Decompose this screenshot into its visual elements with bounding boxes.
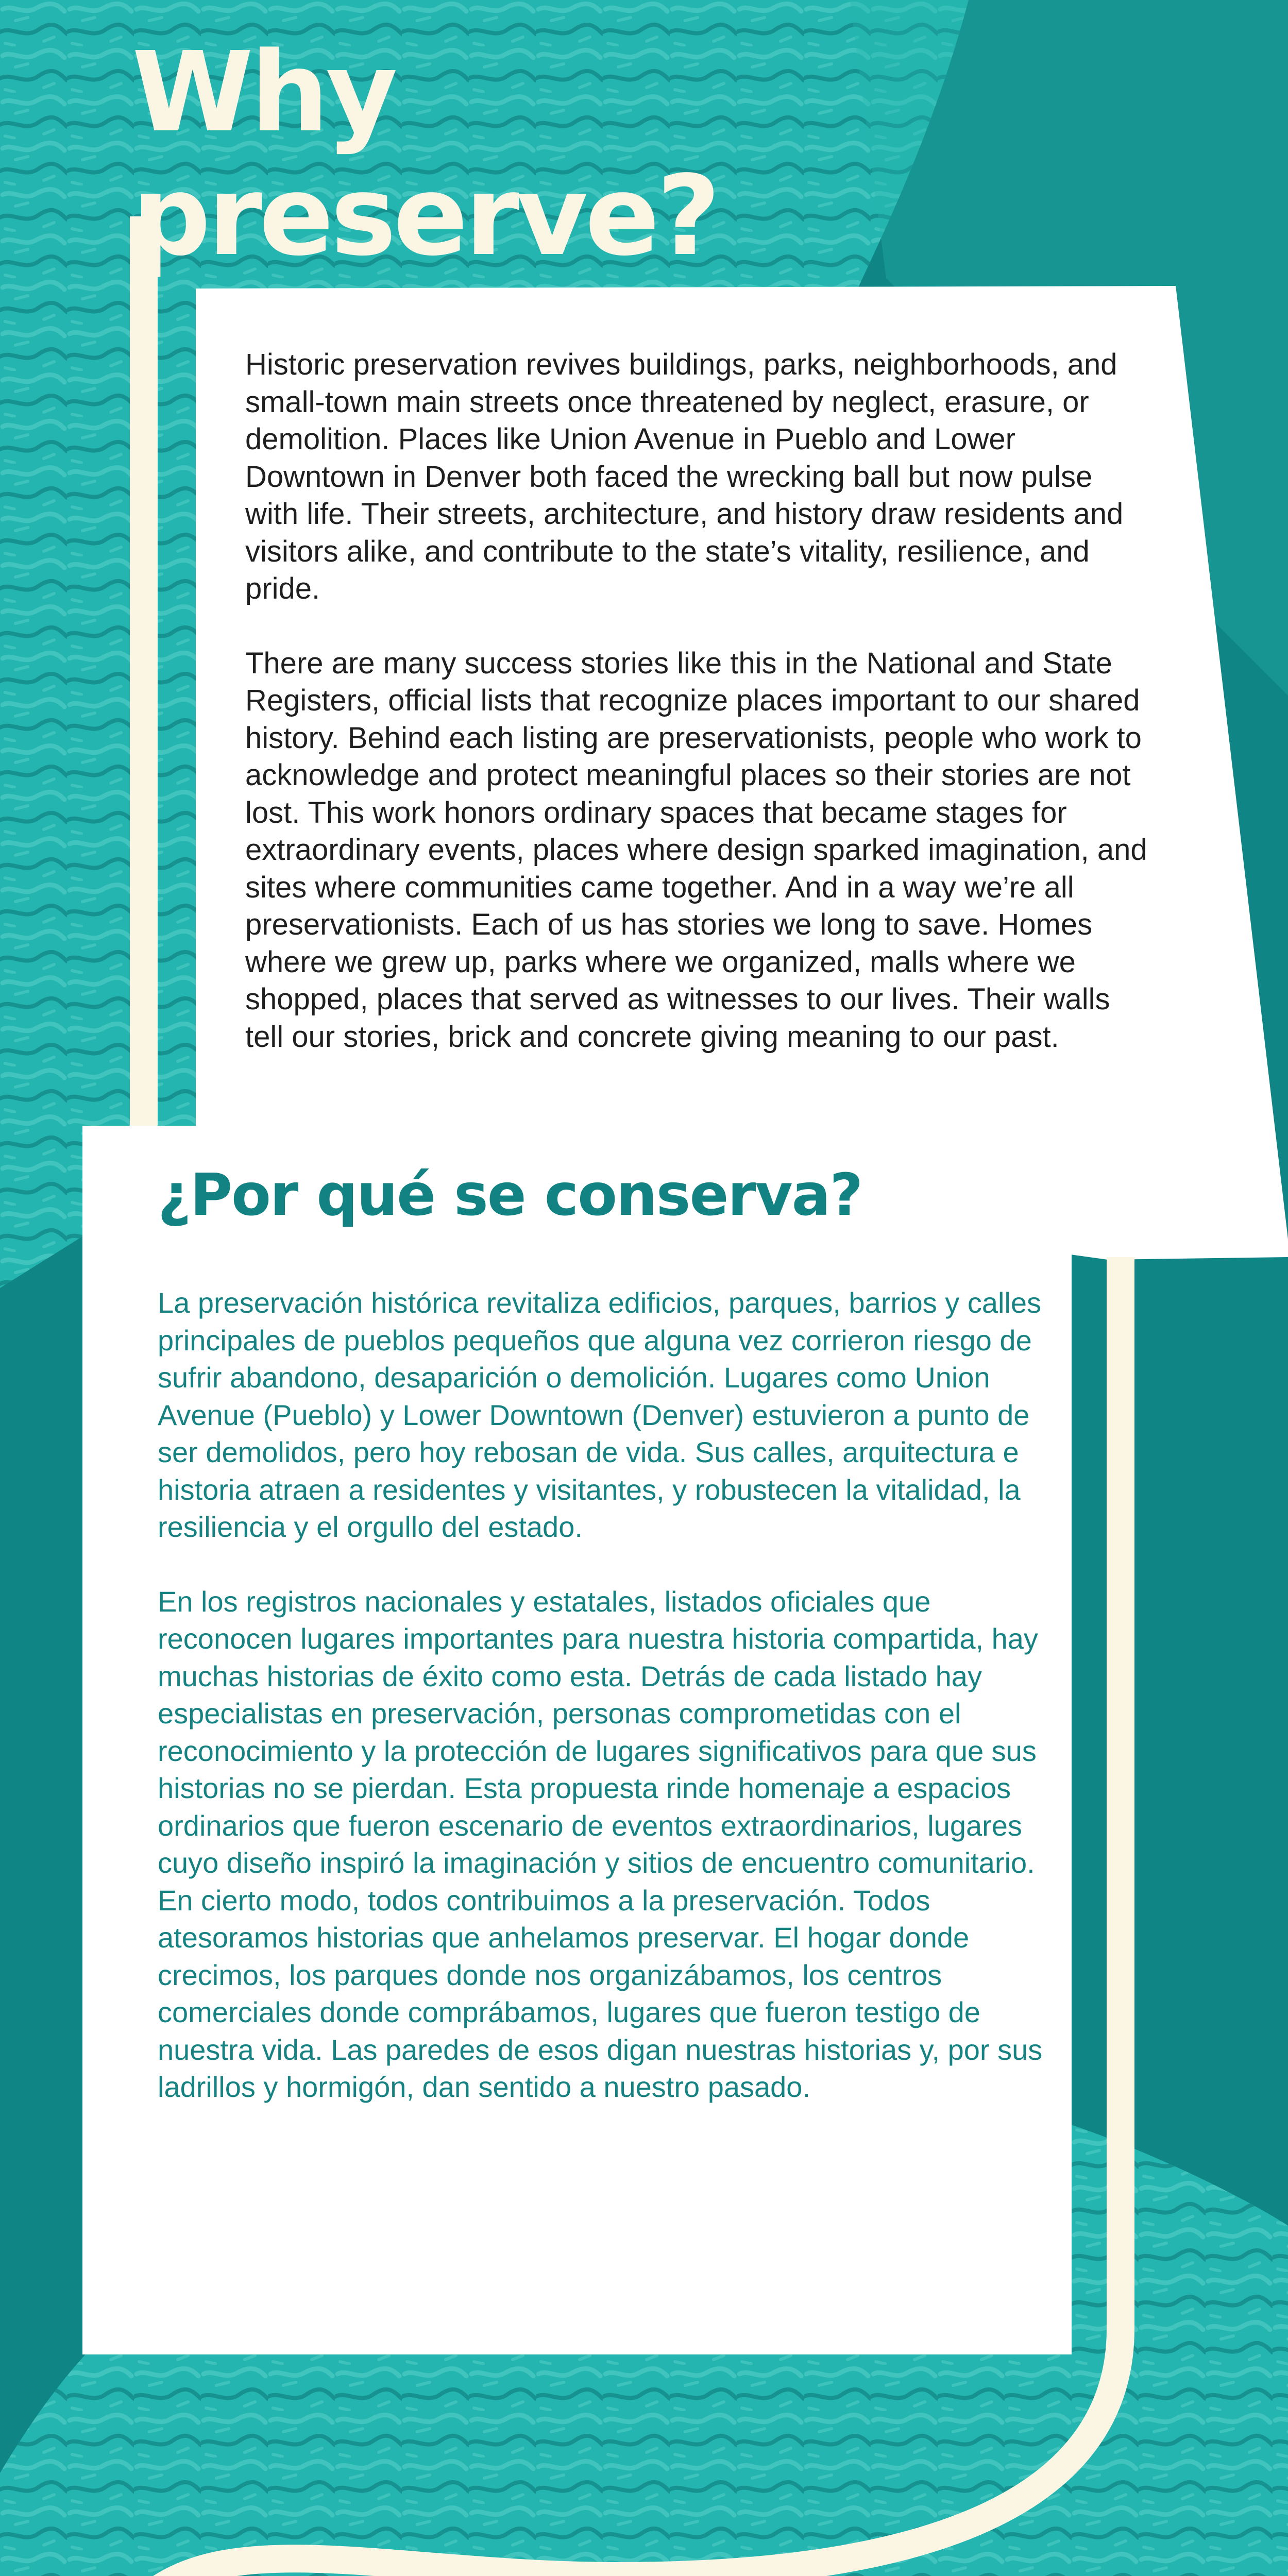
page-title bbox=[132, 28, 718, 280]
english-paragraph-2: There are many success stories like this in the National and State Registers, official lists that recognize places important to our shared history. Behind each listing are preservationists, people who work to acknowledge and protect meaningful places so their stories are not lost. This work honors ordinary spaces that became stages for extraordinary events, places where design sparked imagination, and sites where communities came together. And in a way we’re all preservationists. Each of us has stories we long to save. Homes where we grew up, parks where we organized, malls where we shopped, places that served as witnesses to our lives. Their walls tell our stories, brick and concrete giving meaning to our past. bbox=[245, 646, 1147, 1054]
spanish-text bbox=[158, 1284, 1044, 2143]
spanish-heading: ¿Por qué se conserva? bbox=[158, 1162, 862, 1229]
title-line-1: Why bbox=[132, 28, 395, 157]
ribbon-left-strip bbox=[130, 216, 158, 1133]
spanish-paragraph-2: En los registros nacionales y estatales, listados oficiales que reconocen lugares importantes para nuestra historia compartida, hay muchas historias de éxito como esta. Detrás de cada listado hay especialistas en preservación, personas comprometidas con el reconocimiento y la protección de lugares significativos para que sus historias no se pierdan. Esta propuesta rinde homenaje a espacios ordinarios que fueron escenario de eventos extraordinarios, lugares cuyo diseño inspiró la imaginación y sitios de encuentro comunitario. En cierto modo, todos contribuimos a la preservación. Todos atesoramos historias que anhelamos preservar. El hogar donde crecimos, los parques donde nos organizábamos, los centros comerciales donde comprábamos, lugares que fueron testigo de nuestra vida. Las paredes de esos digan nuestras historias y, por sus ladrillos y hormigón, dan sentido a nuestro pasado. bbox=[158, 1585, 1043, 2103]
english-text bbox=[245, 346, 1152, 1093]
spanish-paragraph-1: La preservación histórica revitaliza edificios, parques, barrios y calles principales de pueblos pequeños que alguna vez corrieron riesgo de sufrir abandono, desaparición o demolición. Lugares como Union Avenue (Pueblo) y Lower Downtown (Denver) estuvieron a punto de ser demolidos, pero hoy rebosan de vida. Sus calles, arquitectura e historia atraen a residentes y visitantes, y robustecen la vitalidad, la resiliencia y el orgullo del estado. bbox=[158, 1286, 1041, 1543]
title-line-2: preserve? bbox=[132, 152, 718, 280]
english-paragraph-1: Historic preservation revives buildings, parks, neighborhoods, and small-town main streets once threatened by neglect, erasure, or demolition. Places like Union Avenue in Pueblo and Lower Downtown in Denver both faced the wrecking ball but now pulse with life. Their streets, architecture, and history draw residents and visitors alike, and contribute to the state’s vitality, resilience, and pride. bbox=[245, 348, 1124, 605]
